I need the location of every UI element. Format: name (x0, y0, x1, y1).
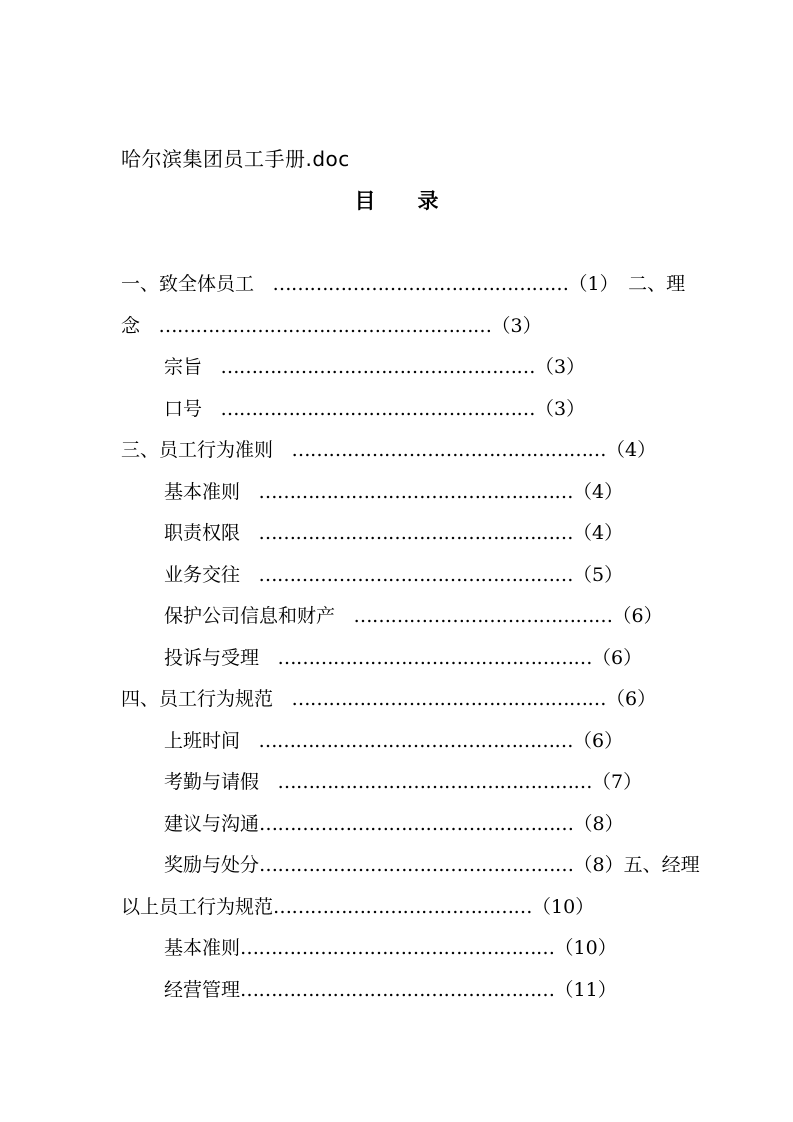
toc-entry-title: 口号 (164, 397, 203, 420)
toc-page-number: （10） (554, 937, 617, 959)
toc-entry-continuation: 五、经理 (623, 854, 700, 876)
toc-line (121, 353, 721, 395)
toc-dot-leader: …………………………………………… (240, 522, 574, 544)
toc-line (121, 644, 721, 686)
toc-heading-char-2: 录 (417, 188, 439, 213)
toc-line (121, 810, 721, 852)
toc-page-number: （3） (535, 397, 586, 420)
toc-line (121, 768, 721, 810)
toc-dot-leader: …………………………………………… (240, 937, 555, 959)
toc-page-number: （4） (606, 439, 657, 461)
toc-entry-title: 四、员工行为规范 (121, 688, 274, 710)
toc-dot-leader: …………………………………………… (240, 729, 574, 752)
toc-line (121, 478, 721, 520)
toc-line (121, 519, 721, 561)
toc-page-number: （6） (573, 729, 624, 752)
table-of-contents (121, 270, 721, 1017)
toc-line (121, 685, 721, 727)
toc-entry-title: 投诉与受理 (164, 646, 260, 669)
toc-page-number: （4） (573, 522, 624, 544)
toc-line (121, 851, 721, 893)
toc-dot-leader: …………………………………… (273, 895, 533, 918)
toc-entry-continuation: 二、理 (609, 273, 686, 295)
toc-line (121, 893, 721, 935)
toc-heading (0, 187, 793, 215)
toc-page-number: （8） (573, 812, 624, 835)
toc-page-number: （10） (532, 895, 595, 918)
toc-line (121, 727, 721, 769)
toc-line (121, 270, 721, 312)
toc-entry-title: 以上员工行为规范 (121, 895, 274, 918)
toc-entry-title: 保护公司信息和财产 (164, 605, 336, 627)
toc-entry-title: 上班时间 (164, 729, 241, 752)
toc-dot-leader: …………………………………………… (202, 397, 536, 420)
toc-line (121, 312, 721, 354)
toc-entry-title: 职责权限 (164, 522, 241, 544)
toc-dot-leader: …………………………………………… (273, 688, 607, 710)
toc-entry-title: 基本准则 (164, 937, 241, 959)
document-filename: 哈尔滨集团员工手册.doc (121, 147, 350, 171)
toc-line (121, 602, 721, 644)
toc-dot-leader: …………………………………… (335, 605, 613, 627)
toc-page-number: （6） (606, 688, 657, 710)
toc-page-number: （1） (568, 273, 610, 295)
toc-dot-leader: …………………………………………… (259, 812, 574, 835)
toc-dot-leader: …………………………………………… (273, 439, 607, 461)
toc-line (121, 976, 721, 1018)
toc-line (121, 395, 721, 437)
toc-entry-title: 一、致全体员工 (121, 273, 255, 295)
toc-dot-leader: ………………………………………… (254, 273, 569, 295)
toc-page-number: （3） (491, 314, 542, 337)
toc-dot-leader: ……………………………………………… (140, 314, 492, 337)
toc-entry-title: 三、员工行为准则 (121, 439, 274, 461)
toc-dot-leader: …………………………………………… (259, 646, 593, 669)
toc-page-number: （4） (573, 480, 624, 503)
toc-entry-title: 考勤与请假 (164, 771, 260, 793)
toc-dot-leader: …………………………………………… (240, 563, 574, 586)
toc-line (121, 436, 721, 478)
toc-line (121, 934, 721, 976)
toc-dot-leader: …………………………………………… (259, 771, 593, 793)
toc-entry-title: 建议与沟通 (164, 812, 260, 835)
toc-entry-title: 念 (121, 314, 141, 337)
toc-page-number: （6） (612, 605, 663, 627)
toc-dot-leader: …………………………………………… (259, 854, 574, 876)
toc-line (121, 561, 721, 603)
toc-dot-leader: …………………………………………… (240, 978, 555, 1001)
toc-entry-title: 经营管理 (164, 978, 241, 1001)
toc-page-number: （6） (592, 646, 643, 669)
toc-dot-leader: …………………………………………… (202, 356, 536, 378)
toc-entry-title: 基本准则 (164, 480, 241, 503)
toc-page-number: （5） (573, 563, 624, 586)
toc-page-number: （7） (592, 771, 643, 793)
toc-entry-title: 宗旨 (164, 356, 203, 378)
toc-page-number: （3） (535, 356, 586, 378)
toc-entry-title: 业务交往 (164, 563, 241, 586)
toc-heading-char-1: 目 (354, 188, 376, 213)
toc-page-number: （8） (573, 854, 624, 876)
toc-dot-leader: …………………………………………… (240, 480, 574, 503)
toc-page-number: （11） (554, 978, 617, 1001)
toc-entry-title: 奖励与处分 (164, 854, 260, 876)
